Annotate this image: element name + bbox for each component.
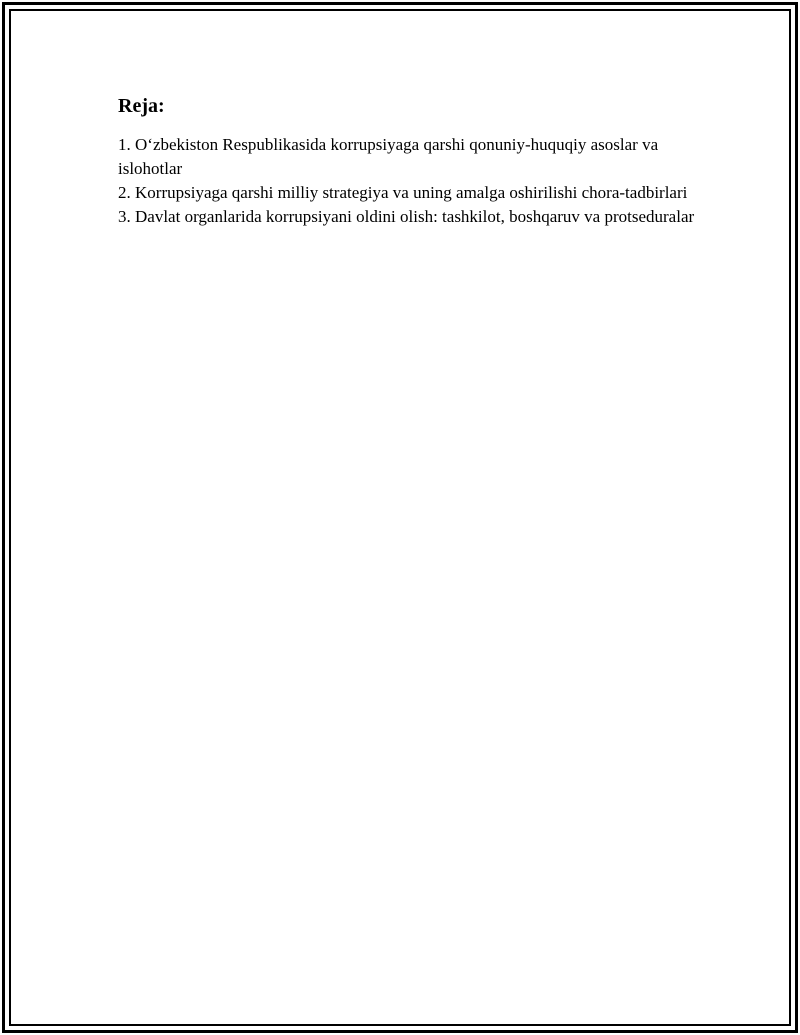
- plan-item-2: 2. Korrupsiyaga qarshi milliy strategiya va uning amalga oshirilishi chora-tadbirlari: [118, 183, 688, 202]
- plan-list: [118, 133, 698, 229]
- plan-item-3: 3. Davlat organlarida korrupsiyani oldini olish: tashkilot, boshqaruv va protseduralar: [118, 207, 695, 226]
- document-heading: Reja:: [118, 95, 165, 117]
- plan-item-1: 1. O‘zbekiston Respublikasida korrupsiyaga qarshi qonuniy-huquqiy asoslar va islohotlar: [118, 135, 659, 178]
- document-content: [118, 93, 698, 229]
